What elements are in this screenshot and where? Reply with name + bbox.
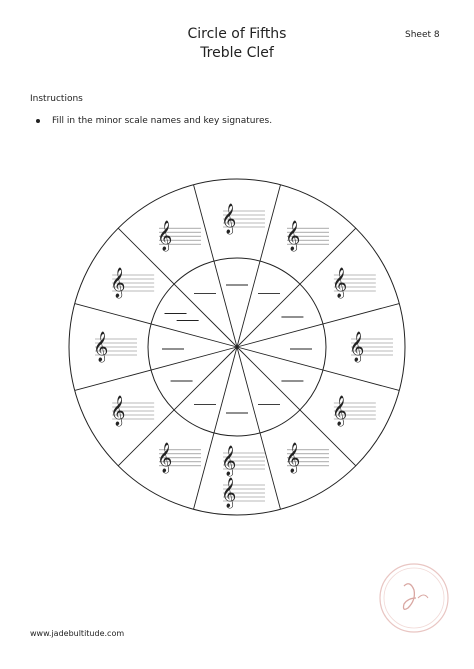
treble-staff bbox=[221, 477, 265, 509]
treble-staff bbox=[221, 203, 265, 235]
treble-clef-icon: 𝄞 bbox=[93, 332, 109, 362]
treble-clef-icon: 𝄞 bbox=[285, 442, 301, 473]
treble-clef-icon: 𝄞 bbox=[221, 446, 237, 476]
treble-staff bbox=[221, 445, 265, 477]
wheel-answer-blanks bbox=[162, 285, 312, 413]
instruction-text: Fill in the minor scale names and key signatures. bbox=[52, 116, 273, 126]
treble-staff bbox=[93, 331, 137, 363]
treble-staff bbox=[332, 267, 376, 299]
wheel-staves bbox=[93, 203, 393, 509]
treble-clef-icon: 𝄞 bbox=[157, 442, 173, 473]
treble-clef-icon: 𝄞 bbox=[110, 268, 126, 298]
treble-clef-icon: 𝄞 bbox=[285, 221, 301, 252]
page-title: Circle of Fifths bbox=[187, 26, 287, 42]
treble-clef-icon: 𝄞 bbox=[221, 204, 237, 234]
treble-clef-icon: 𝄞 bbox=[221, 478, 237, 508]
treble-staff bbox=[157, 442, 201, 474]
treble-staff bbox=[157, 220, 201, 252]
treble-clef-icon: 𝄞 bbox=[349, 332, 365, 362]
treble-staff bbox=[332, 395, 376, 427]
instructions-heading: Instructions bbox=[30, 94, 83, 104]
treble-staff bbox=[349, 331, 393, 363]
brand-logo-icon bbox=[374, 558, 454, 638]
segment-divider bbox=[118, 228, 237, 347]
website-url: www.jadebultitude.com bbox=[30, 629, 125, 638]
page-subtitle: Treble Clef bbox=[200, 45, 274, 61]
treble-clef-icon: 𝄞 bbox=[157, 221, 173, 252]
treble-clef-icon: 𝄞 bbox=[331, 396, 348, 426]
treble-clef-icon: 𝄞 bbox=[110, 396, 126, 426]
treble-clef-icon: 𝄞 bbox=[331, 268, 348, 298]
treble-staff bbox=[285, 442, 329, 474]
treble-staff bbox=[285, 220, 329, 252]
segment-divider bbox=[118, 347, 237, 466]
treble-staff bbox=[110, 395, 154, 427]
sheet-number: Sheet 8 bbox=[405, 30, 440, 40]
treble-staff bbox=[110, 267, 154, 299]
